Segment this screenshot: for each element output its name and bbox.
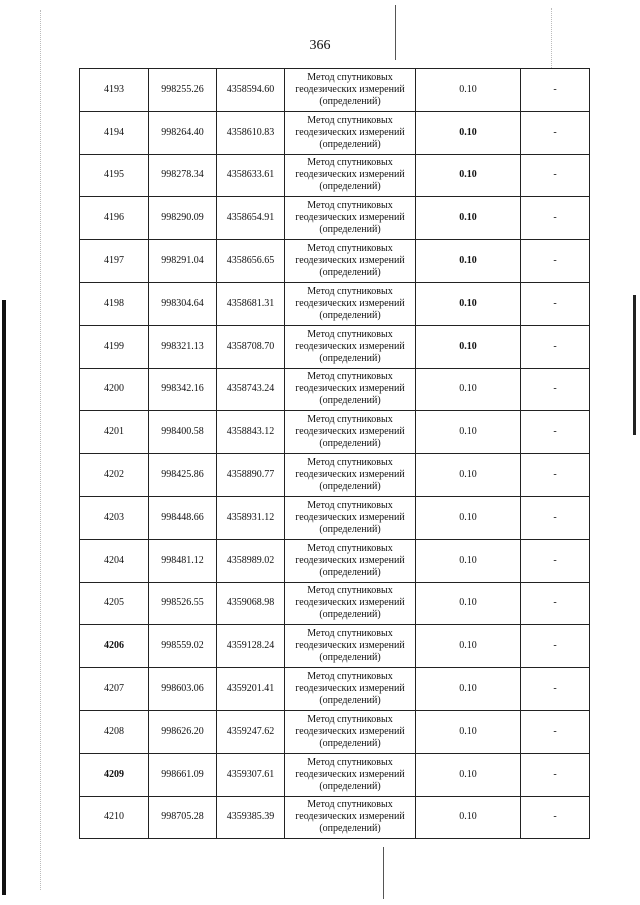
method-cell (285, 282, 416, 325)
x-coordinate-cell: 998661.09 (149, 753, 217, 796)
table-row (80, 454, 590, 497)
method-line: Метод спутниковых (307, 414, 393, 426)
x-coordinate-cell: 998526.55 (149, 582, 217, 625)
page-number: 366 (309, 38, 331, 53)
method-cell (285, 668, 416, 711)
accuracy-cell: 0.10 (416, 753, 521, 796)
method-cell (285, 325, 416, 368)
method-cell (285, 240, 416, 283)
table-row (80, 111, 590, 154)
accuracy-cell: 0.10 (416, 496, 521, 539)
note-cell: - (521, 154, 590, 197)
point-number-cell: 4208 (80, 710, 149, 753)
point-number-cell: 4202 (80, 454, 149, 497)
method-line: геодезических измерений (295, 255, 405, 267)
point-number-cell: 4200 (80, 368, 149, 411)
note-cell: - (521, 111, 590, 154)
method-cell (285, 368, 416, 411)
note-cell: - (521, 753, 590, 796)
method-line: (определений) (319, 138, 381, 150)
method-line: геодезических измерений (295, 511, 405, 523)
x-coordinate-cell: 998705.28 (149, 796, 217, 839)
method-line: (определений) (319, 267, 381, 279)
method-line: геодезических измерений (295, 297, 405, 309)
x-coordinate-cell: 998290.09 (149, 197, 217, 240)
method-line: Метод спутниковых (307, 542, 393, 554)
note-cell: - (521, 796, 590, 839)
y-coordinate-cell: 4358708.70 (217, 325, 285, 368)
note-cell: - (521, 240, 590, 283)
method-line: геодезических измерений (295, 383, 405, 395)
table-row (80, 411, 590, 454)
accuracy-cell: 0.10 (416, 325, 521, 368)
accuracy-cell: 0.10 (416, 796, 521, 839)
y-coordinate-cell: 4359068.98 (217, 582, 285, 625)
point-number-cell: 4201 (80, 411, 149, 454)
method-cell (285, 710, 416, 753)
accuracy-cell: 0.10 (416, 411, 521, 454)
accuracy-cell: 0.10 (416, 710, 521, 753)
method-cell (285, 454, 416, 497)
method-line: (определений) (319, 823, 381, 835)
x-coordinate-cell: 998278.34 (149, 154, 217, 197)
method-line: Метод спутниковых (307, 713, 393, 725)
method-line: геодезических измерений (295, 126, 405, 138)
method-cell (285, 753, 416, 796)
method-line: (определений) (319, 609, 381, 621)
point-number-cell: 4197 (80, 240, 149, 283)
method-line: геодезических измерений (295, 554, 405, 566)
method-cell (285, 496, 416, 539)
method-line: (определений) (319, 95, 381, 107)
accuracy-cell: 0.10 (416, 625, 521, 668)
note-cell: - (521, 325, 590, 368)
note-cell: - (521, 411, 590, 454)
method-line: геодезических измерений (295, 83, 405, 95)
accuracy-cell: 0.10 (416, 197, 521, 240)
x-coordinate-cell: 998400.58 (149, 411, 217, 454)
point-number-cell: 4194 (80, 111, 149, 154)
method-line: геодезических измерений (295, 469, 405, 481)
method-line: Метод спутниковых (307, 585, 393, 597)
accuracy-cell: 0.10 (416, 69, 521, 112)
table-row (80, 796, 590, 839)
y-coordinate-cell: 4358610.83 (217, 111, 285, 154)
method-cell (285, 539, 416, 582)
note-cell: - (521, 668, 590, 711)
x-coordinate-cell: 998342.16 (149, 368, 217, 411)
y-coordinate-cell: 4359128.24 (217, 625, 285, 668)
method-line: (определений) (319, 352, 381, 364)
note-cell: - (521, 368, 590, 411)
method-cell (285, 796, 416, 839)
method-line: (определений) (319, 438, 381, 450)
point-number-cell: 4204 (80, 539, 149, 582)
point-number-cell: 4196 (80, 197, 149, 240)
x-coordinate-cell: 998448.66 (149, 496, 217, 539)
y-coordinate-cell: 4359307.61 (217, 753, 285, 796)
table-row (80, 496, 590, 539)
x-coordinate-cell: 998304.64 (149, 282, 217, 325)
point-number-cell: 4198 (80, 282, 149, 325)
method-line: геодезических измерений (295, 768, 405, 780)
scan-artifact-left (40, 10, 42, 890)
method-line: Метод спутниковых (307, 457, 393, 469)
table-row (80, 325, 590, 368)
method-line: (определений) (319, 566, 381, 578)
y-coordinate-cell: 4359385.39 (217, 796, 285, 839)
method-cell (285, 154, 416, 197)
table-row (80, 154, 590, 197)
method-line: (определений) (319, 181, 381, 193)
table-row (80, 282, 590, 325)
x-coordinate-cell: 998603.06 (149, 668, 217, 711)
method-cell (285, 582, 416, 625)
point-number-cell: 4207 (80, 668, 149, 711)
note-cell: - (521, 69, 590, 112)
point-number-cell: 4206 (80, 625, 149, 668)
point-number-cell: 4210 (80, 796, 149, 839)
method-line: геодезических измерений (295, 212, 405, 224)
x-coordinate-cell: 998255.26 (149, 69, 217, 112)
scan-artifact-bottom-line (383, 847, 384, 899)
point-number-cell: 4195 (80, 154, 149, 197)
method-line: Метод спутниковых (307, 157, 393, 169)
method-line: геодезических измерений (295, 340, 405, 352)
method-line: геодезических измерений (295, 725, 405, 737)
y-coordinate-cell: 4358654.91 (217, 197, 285, 240)
method-cell (285, 197, 416, 240)
method-line: (определений) (319, 481, 381, 493)
y-coordinate-cell: 4358633.61 (217, 154, 285, 197)
method-line: геодезических измерений (295, 640, 405, 652)
table-row (80, 539, 590, 582)
note-cell: - (521, 454, 590, 497)
method-line: Метод спутниковых (307, 499, 393, 511)
table-row (80, 197, 590, 240)
method-line: Метод спутниковых (307, 799, 393, 811)
method-line: Метод спутниковых (307, 671, 393, 683)
method-line: геодезических измерений (295, 426, 405, 438)
method-line: геодезических измерений (295, 683, 405, 695)
accuracy-cell: 0.10 (416, 368, 521, 411)
table-row (80, 625, 590, 668)
method-line: (определений) (319, 780, 381, 792)
point-number-cell: 4193 (80, 69, 149, 112)
method-line: Метод спутниковых (307, 756, 393, 768)
accuracy-cell: 0.10 (416, 282, 521, 325)
accuracy-cell: 0.10 (416, 240, 521, 283)
method-line: Метод спутниковых (307, 243, 393, 255)
point-number-cell: 4209 (80, 753, 149, 796)
x-coordinate-cell: 998626.20 (149, 710, 217, 753)
point-number-cell: 4199 (80, 325, 149, 368)
accuracy-cell: 0.10 (416, 582, 521, 625)
method-line: Метод спутниковых (307, 71, 393, 83)
accuracy-cell: 0.10 (416, 154, 521, 197)
y-coordinate-cell: 4358743.24 (217, 368, 285, 411)
note-cell: - (521, 710, 590, 753)
method-line: Метод спутниковых (307, 200, 393, 212)
x-coordinate-cell: 998264.40 (149, 111, 217, 154)
method-cell (285, 111, 416, 154)
method-line: Метод спутниковых (307, 328, 393, 340)
method-line: (определений) (319, 695, 381, 707)
table-row (80, 582, 590, 625)
note-cell: - (521, 282, 590, 325)
x-coordinate-cell: 998425.86 (149, 454, 217, 497)
table-row (80, 710, 590, 753)
note-cell: - (521, 496, 590, 539)
note-cell: - (521, 539, 590, 582)
table-row (80, 240, 590, 283)
method-line: (определений) (319, 224, 381, 236)
method-line: (определений) (319, 523, 381, 535)
table-row (80, 753, 590, 796)
y-coordinate-cell: 4358681.31 (217, 282, 285, 325)
x-coordinate-cell: 998291.04 (149, 240, 217, 283)
x-coordinate-cell: 998559.02 (149, 625, 217, 668)
table-row (80, 368, 590, 411)
y-coordinate-cell: 4359201.41 (217, 668, 285, 711)
method-line: Метод спутниковых (307, 628, 393, 640)
x-coordinate-cell: 998321.13 (149, 325, 217, 368)
coordinates-table-body (80, 69, 590, 839)
method-cell (285, 69, 416, 112)
point-number-cell: 4203 (80, 496, 149, 539)
accuracy-cell: 0.10 (416, 454, 521, 497)
method-line: (определений) (319, 652, 381, 664)
note-cell: - (521, 582, 590, 625)
scan-artifact-right-bar (633, 295, 636, 435)
method-cell (285, 625, 416, 668)
coordinates-table (79, 68, 590, 839)
method-line: геодезических измерений (295, 169, 405, 181)
method-line: (определений) (319, 309, 381, 321)
y-coordinate-cell: 4358656.65 (217, 240, 285, 283)
method-line: (определений) (319, 395, 381, 407)
y-coordinate-cell: 4358890.77 (217, 454, 285, 497)
method-line: Метод спутниковых (307, 114, 393, 126)
method-line: Метод спутниковых (307, 285, 393, 297)
method-line: Метод спутниковых (307, 371, 393, 383)
y-coordinate-cell: 4358843.12 (217, 411, 285, 454)
y-coordinate-cell: 4358931.12 (217, 496, 285, 539)
method-line: геодезических измерений (295, 597, 405, 609)
accuracy-cell: 0.10 (416, 668, 521, 711)
x-coordinate-cell: 998481.12 (149, 539, 217, 582)
method-line: геодезических измерений (295, 811, 405, 823)
note-cell: - (521, 625, 590, 668)
note-cell: - (521, 197, 590, 240)
table-row (80, 69, 590, 112)
method-line: (определений) (319, 737, 381, 749)
point-number-cell: 4205 (80, 582, 149, 625)
scan-artifact-left-bar (2, 300, 6, 895)
method-cell (285, 411, 416, 454)
y-coordinate-cell: 4359247.62 (217, 710, 285, 753)
accuracy-cell: 0.10 (416, 539, 521, 582)
table-row (80, 668, 590, 711)
y-coordinate-cell: 4358594.60 (217, 69, 285, 112)
accuracy-cell: 0.10 (416, 111, 521, 154)
y-coordinate-cell: 4358989.02 (217, 539, 285, 582)
